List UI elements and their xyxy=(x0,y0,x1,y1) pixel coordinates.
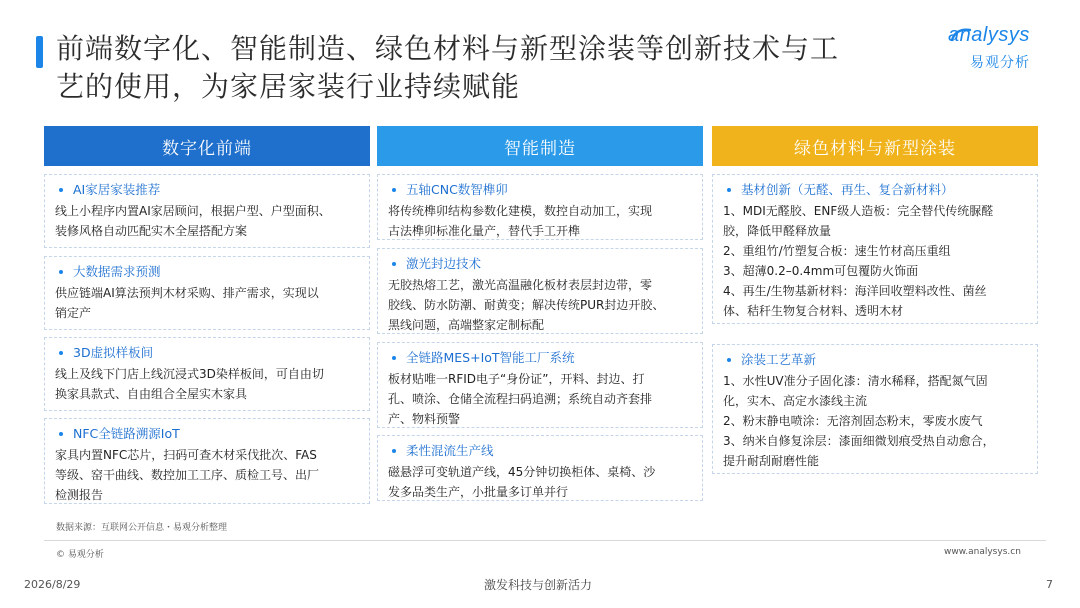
bullet-icon xyxy=(727,188,731,192)
card-nfc-traceability xyxy=(44,418,370,504)
title-accent-bar xyxy=(36,36,43,68)
page-title xyxy=(56,30,936,106)
column-green-materials xyxy=(712,126,1038,468)
card-body: 磁悬浮可变轨道产线，45分钟切换柜体、桌椅、沙 发多品类生产，小批量多订单并行 xyxy=(388,465,656,499)
copyright: © 易观分析 xyxy=(56,550,104,560)
bullet-icon xyxy=(392,356,396,360)
slide-date: 2026/8/29 xyxy=(24,578,81,591)
card-title: NFC全链路溯源IoT xyxy=(55,425,359,443)
card-title: 柔性混流生产线 xyxy=(388,442,692,460)
card-laser-edge xyxy=(377,248,703,334)
card-substrate-innovation xyxy=(712,174,1038,324)
bullet-icon xyxy=(392,262,396,266)
column-header: 绿色材料与新型涂装 xyxy=(712,126,1038,166)
footer-divider xyxy=(44,540,1046,541)
data-source: 数据来源：互联网公开信息・易观分析整理 xyxy=(56,523,228,533)
bullet-icon xyxy=(59,270,63,274)
card-demand-forecast xyxy=(44,256,370,330)
column-digital-frontend xyxy=(44,126,370,502)
bullet-icon xyxy=(392,188,396,192)
card-title: AI家居家装推荐 xyxy=(55,181,359,199)
logo-wordmark: analysys xyxy=(948,24,1030,46)
bullet-icon xyxy=(59,432,63,436)
card-body: 1、MDI无醛胶、ENF级人造板：完全替代传统脲醛 胶，降低甲醛释放量 2、重组竹/竹塑复合板：速生竹材高压重组 3、超薄0.2–0.4mm可包覆防火饰面 4、再生/生物基新材料：海洋回收塑料改性、菌丝 体、秸秆生物复合材料、透明木材 xyxy=(723,204,994,318)
card-title: 3D虚拟样板间 xyxy=(55,344,359,362)
bullet-icon xyxy=(59,188,63,192)
card-3d-showroom xyxy=(44,337,370,411)
card-body: 线上及线下门店上线沉浸式3D染样板间，可自由切 换家具款式、自由组合全屋实木家具 xyxy=(55,367,324,401)
page-title-line-2: 艺的使用，为家居家装行业持续赋能 xyxy=(56,70,521,103)
column-smart-manufacturing xyxy=(377,126,703,499)
footer-caption: 激发科技与创新活力 xyxy=(484,578,593,592)
column-header: 智能制造 xyxy=(377,126,703,166)
card-title: 大数据需求预测 xyxy=(55,263,359,281)
card-title: 五轴CNC数智榫卯 xyxy=(388,181,692,199)
card-body: 供应链端AI算法预判木材采购、排产需求，实现以 销定产 xyxy=(55,286,319,320)
card-body: 1、水性UV准分子固化漆：清水稀释，搭配氮气固 化，实木、高定水漆线主流 2、粉末静电喷涂：无溶剂固态粉末，零废水废气 3、纳米自修复涂层：漆面细微划痕受热自动愈合， 提升耐刮耐磨性能 xyxy=(723,374,995,468)
card-title: 激光封边技术 xyxy=(388,255,692,273)
page-number: 7 xyxy=(1046,578,1053,591)
logo-cn-name: 易观分析 xyxy=(970,55,1030,71)
website-link[interactable]: www.analysys.cn xyxy=(944,547,1021,557)
card-title: 全链路MES+IoT智能工厂系统 xyxy=(388,349,692,367)
card-title: 涂装工艺革新 xyxy=(723,351,1027,369)
card-title: 基材创新（无醛、再生、复合新材料） xyxy=(723,181,1027,199)
card-flexible-line xyxy=(377,435,703,501)
card-coating-innovation xyxy=(712,344,1038,474)
card-ai-recommend xyxy=(44,174,370,248)
bullet-icon xyxy=(727,358,731,362)
bullet-icon xyxy=(392,449,396,453)
card-body: 板材贴唯一RFID电子“身份证”，开料、封边、打 孔、喷涂、仓储全流程扫码追溯；系统自动齐套排 产、物料预警 xyxy=(388,372,653,426)
card-body: 线上小程序内置AI家居顾问，根据户型、户型面积、 装修风格自动匹配实木全屋搭配方案 xyxy=(55,204,331,238)
card-body: 将传统榫卯结构参数化建模，数控自动加工，实现 古法榫卯标准化量产，替代手工开榫 xyxy=(388,204,653,238)
card-body: 无胶热熔工艺，激光高温融化板材表层封边带，零 胶线、防水防潮、耐黄变；解决传统PUR封边开胶、 黑线问题，高端整家定制标配 xyxy=(388,278,665,332)
page-title-line-1: 前端数字化、智能制造、绿色材料与新型涂装等创新技术与工 xyxy=(56,32,840,65)
card-body: 家具内置NFC芯片，扫码可查木材采伐批次、FAS 等级、窑干曲线、数控加工工序、质检工号、出厂 检测报告 xyxy=(55,448,320,502)
card-cnc-mortise xyxy=(377,174,703,240)
card-mes-iot-factory xyxy=(377,342,703,428)
column-header: 数字化前端 xyxy=(44,126,370,166)
analysys-logo xyxy=(948,24,1052,74)
bullet-icon xyxy=(59,351,63,355)
